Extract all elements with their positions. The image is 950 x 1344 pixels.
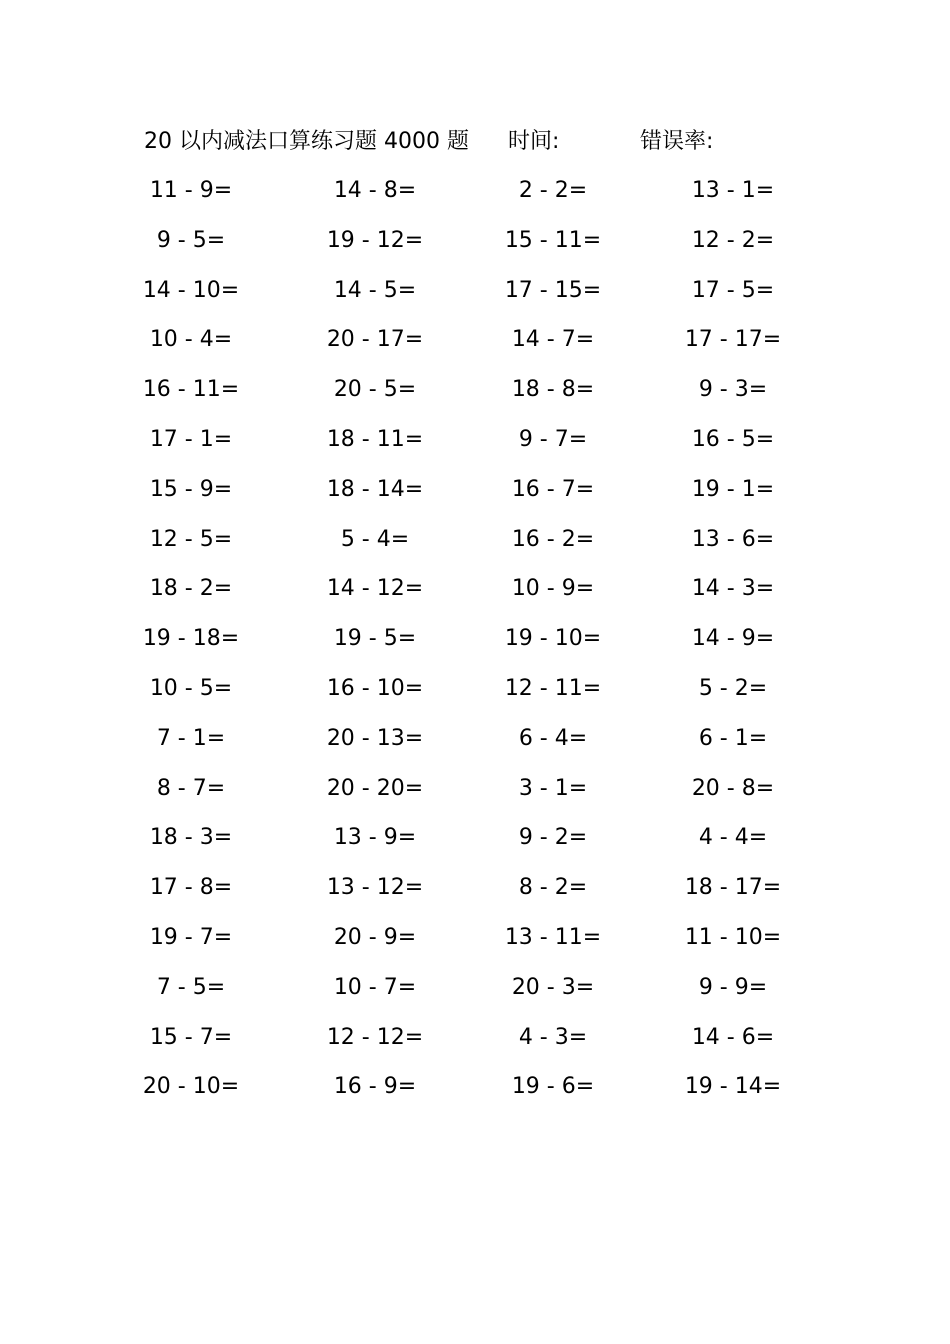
problem-item: 12 - 12=	[326, 1025, 424, 1050]
problem-item: 19 - 10=	[504, 626, 602, 651]
problem-item: 5 - 4=	[340, 527, 410, 552]
problem-item: 14 - 3=	[691, 576, 775, 601]
problem-item: 17 - 5=	[691, 278, 775, 303]
problem-item: 13 - 12=	[326, 875, 424, 900]
problem-item: 9 - 7=	[518, 427, 588, 452]
problem-item: 13 - 1=	[691, 178, 775, 203]
problem-item: 20 - 20=	[326, 776, 424, 801]
problem-item: 4 - 3=	[518, 1025, 588, 1050]
problem-item: 16 - 7=	[511, 477, 595, 502]
problem-item: 16 - 9=	[333, 1074, 417, 1099]
problem-item: 20 - 5=	[333, 377, 417, 402]
problem-item: 17 - 15=	[504, 278, 602, 303]
problem-item: 14 - 6=	[691, 1025, 775, 1050]
problem-item: 14 - 8=	[333, 178, 417, 203]
problem-item: 20 - 13=	[326, 726, 424, 751]
problem-item: 15 - 11=	[504, 228, 602, 253]
problem-item: 14 - 12=	[326, 576, 424, 601]
problem-item: 6 - 1=	[698, 726, 768, 751]
problem-item: 10 - 7=	[333, 975, 417, 1000]
problem-item: 7 - 1=	[156, 726, 226, 751]
problem-item: 18 - 3=	[149, 825, 233, 850]
problem-item: 19 - 12=	[326, 228, 424, 253]
problem-item: 17 - 17=	[684, 327, 782, 352]
problem-item: 19 - 1=	[691, 477, 775, 502]
problem-item: 19 - 7=	[149, 925, 233, 950]
problem-item: 17 - 8=	[149, 875, 233, 900]
problem-item: 16 - 2=	[511, 527, 595, 552]
problem-item: 3 - 1=	[518, 776, 588, 801]
error-rate-label: 错误率:	[640, 129, 714, 154]
problem-item: 18 - 17=	[684, 875, 782, 900]
problem-item: 6 - 4=	[518, 726, 588, 751]
problem-item: 20 - 8=	[691, 776, 775, 801]
problem-item: 9 - 5=	[156, 228, 226, 253]
problem-item: 18 - 14=	[326, 477, 424, 502]
problem-item: 13 - 9=	[333, 825, 417, 850]
problem-item: 13 - 6=	[691, 527, 775, 552]
problem-item: 8 - 2=	[518, 875, 588, 900]
problem-item: 12 - 11=	[504, 676, 602, 701]
problem-item: 20 - 17=	[326, 327, 424, 352]
problem-item: 13 - 11=	[504, 925, 602, 950]
problem-item: 5 - 2=	[698, 676, 768, 701]
problem-item: 16 - 5=	[691, 427, 775, 452]
problem-item: 17 - 1=	[149, 427, 233, 452]
problem-item: 8 - 7=	[156, 776, 226, 801]
problem-item: 14 - 10=	[142, 278, 240, 303]
problem-item: 10 - 4=	[149, 327, 233, 352]
time-label: 时间:	[508, 129, 560, 154]
problem-item: 20 - 9=	[333, 925, 417, 950]
problem-item: 19 - 6=	[511, 1074, 595, 1099]
problem-item: 14 - 9=	[691, 626, 775, 651]
problem-item: 11 - 9=	[149, 178, 233, 203]
problem-item: 9 - 9=	[698, 975, 768, 1000]
worksheet-title: 20 以内减法口算练习题 4000 题	[144, 129, 469, 154]
problem-item: 7 - 5=	[156, 975, 226, 1000]
problem-item: 18 - 2=	[149, 576, 233, 601]
problem-item: 19 - 5=	[333, 626, 417, 651]
problem-item: 9 - 3=	[698, 377, 768, 402]
problem-item: 20 - 3=	[511, 975, 595, 1000]
problem-item: 2 - 2=	[518, 178, 588, 203]
problem-item: 12 - 2=	[691, 228, 775, 253]
problem-item: 14 - 5=	[333, 278, 417, 303]
problem-item: 18 - 8=	[511, 377, 595, 402]
problem-item: 16 - 11=	[142, 377, 240, 402]
problem-item: 4 - 4=	[698, 825, 768, 850]
problem-item: 10 - 9=	[511, 576, 595, 601]
problem-item: 9 - 2=	[518, 825, 588, 850]
problem-item: 15 - 7=	[149, 1025, 233, 1050]
problem-item: 19 - 18=	[142, 626, 240, 651]
problem-item: 12 - 5=	[149, 527, 233, 552]
problem-item: 15 - 9=	[149, 477, 233, 502]
problem-item: 10 - 5=	[149, 676, 233, 701]
problem-item: 16 - 10=	[326, 676, 424, 701]
problem-item: 20 - 10=	[142, 1074, 240, 1099]
problem-item: 11 - 10=	[684, 925, 782, 950]
problem-item: 18 - 11=	[326, 427, 424, 452]
problem-item: 19 - 14=	[684, 1074, 782, 1099]
problem-item: 14 - 7=	[511, 327, 595, 352]
